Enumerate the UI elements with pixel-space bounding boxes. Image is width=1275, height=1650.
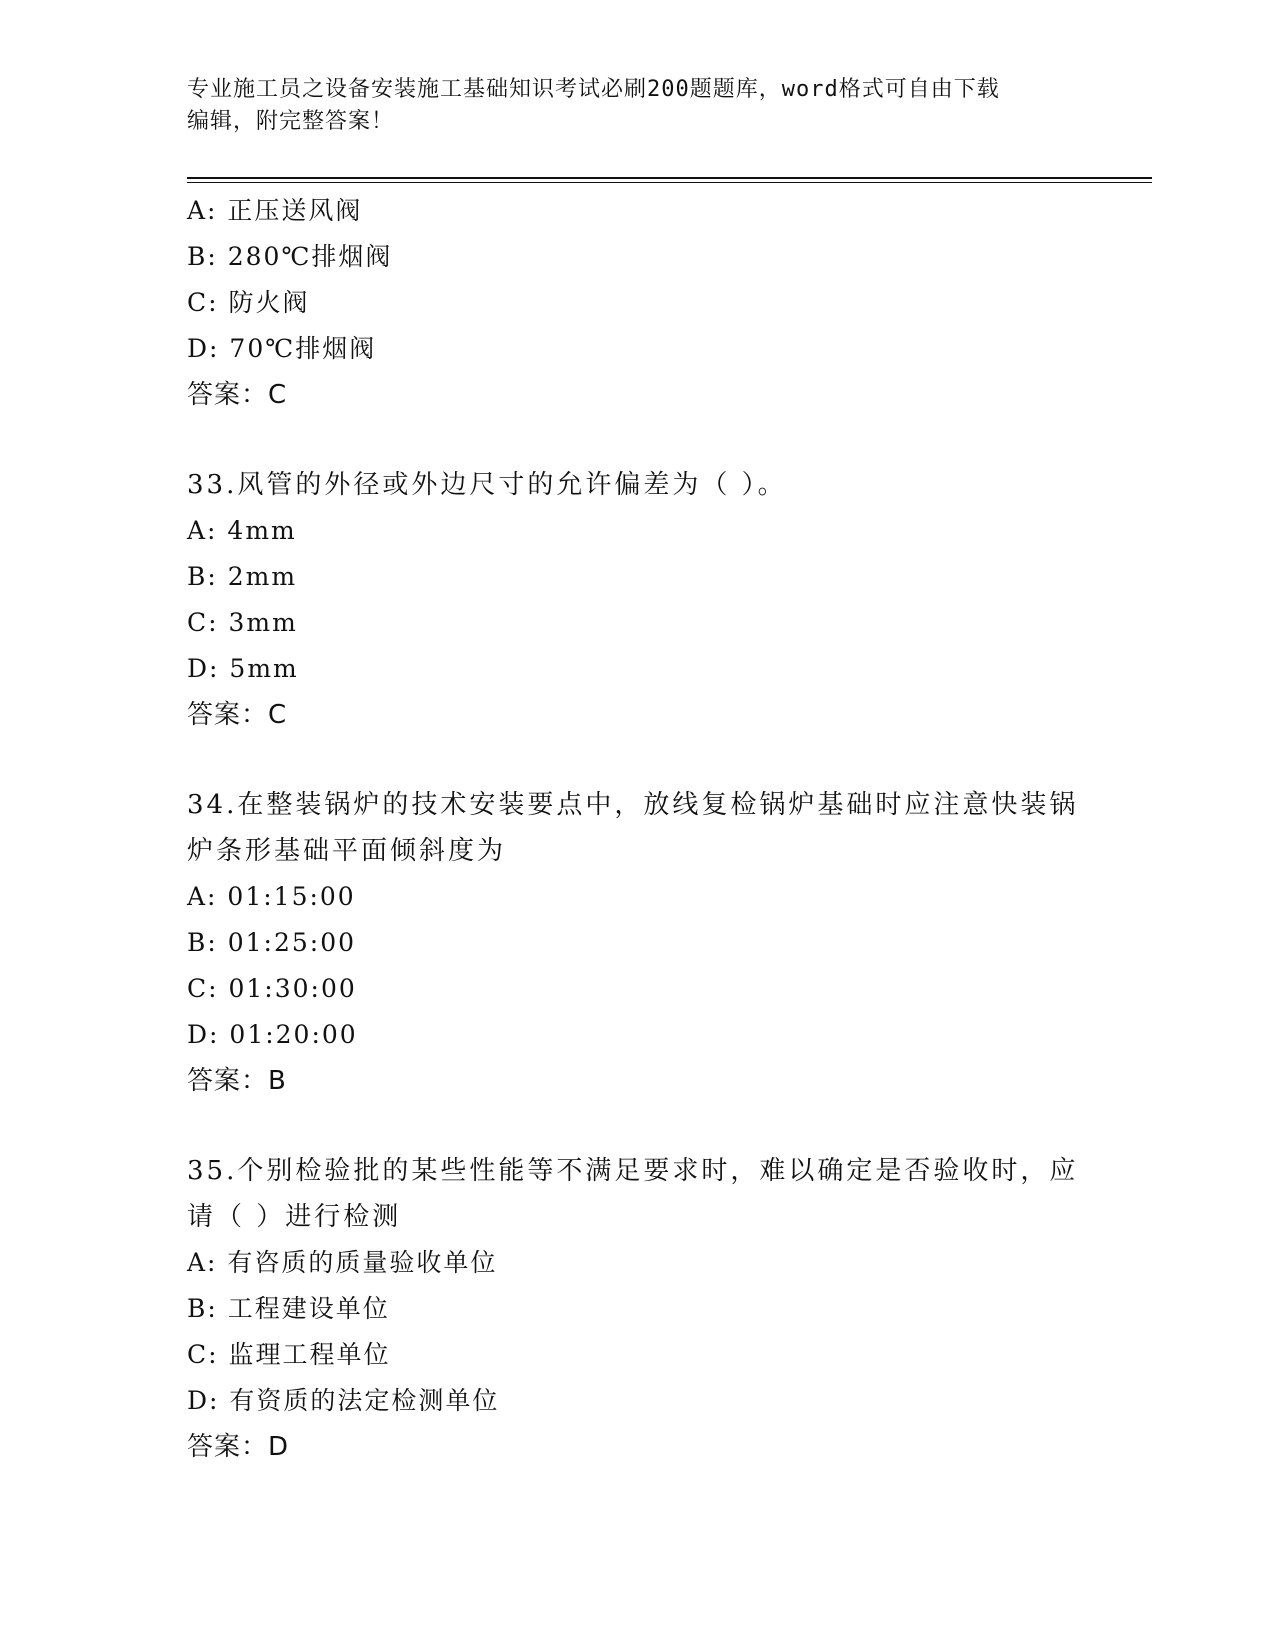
option-b: B: 01:25:00 <box>187 928 357 957</box>
answer-label: 答案：D <box>187 1432 290 1462</box>
option-b: B: 280℃排烟阀 <box>187 242 393 271</box>
header-divider-thin <box>187 182 1152 183</box>
option-a: A: 01:15:00 <box>187 882 356 911</box>
option-c: C: 3mm <box>187 608 298 637</box>
document-header <box>187 74 1087 138</box>
option-c: C: 监理工程单位 <box>187 1340 391 1369</box>
question-33 <box>187 462 1087 738</box>
answer-label: 答案：C <box>187 380 288 410</box>
question-32 <box>187 188 1087 418</box>
question-stem: 33.风管的外径或外边尺寸的允许偏差为（ ）。 <box>187 470 787 500</box>
header-title-line-1: 专业施工员之设备安装施工基础知识考试必刷200题题库，word格式可自由下载 <box>187 77 1000 102</box>
question-stem-line-2: 炉条形基础平面倾斜度为 <box>187 836 507 866</box>
option-b: B: 工程建设单位 <box>187 1294 390 1323</box>
option-d: D: 有资质的法定检测单位 <box>187 1386 500 1415</box>
option-d: D: 70℃排烟阀 <box>187 334 377 363</box>
header-divider-thick <box>187 177 1152 179</box>
header-title-line-2: 编辑，附完整答案！ <box>187 109 395 134</box>
option-a: A: 正压送风阀 <box>187 196 363 225</box>
answer-label: 答案：C <box>187 700 288 730</box>
question-list <box>187 188 1087 1470</box>
option-c: C: 01:30:00 <box>187 974 357 1003</box>
option-c: C: 防火阀 <box>187 288 310 317</box>
question-stem-line-2: 请（ ）进行检测 <box>187 1202 402 1232</box>
question-stem-line-1: 35.个别检验批的某些性能等不满足要求时，难以确定是否验收时，应 <box>187 1156 1079 1186</box>
question-stem-line-1: 34.在整装锅炉的技术安装要点中，放线复检锅炉基础时应注意快装锅 <box>187 790 1079 820</box>
answer-label: 答案：B <box>187 1066 287 1096</box>
option-a: A: 有咨质的质量验收单位 <box>187 1248 498 1277</box>
option-a: A: 4mm <box>187 516 297 545</box>
question-35 <box>187 1148 1087 1470</box>
option-d: D: 5mm <box>187 654 299 683</box>
option-d: D: 01:20:00 <box>187 1020 358 1049</box>
option-b: B: 2mm <box>187 562 298 591</box>
question-34 <box>187 782 1087 1104</box>
